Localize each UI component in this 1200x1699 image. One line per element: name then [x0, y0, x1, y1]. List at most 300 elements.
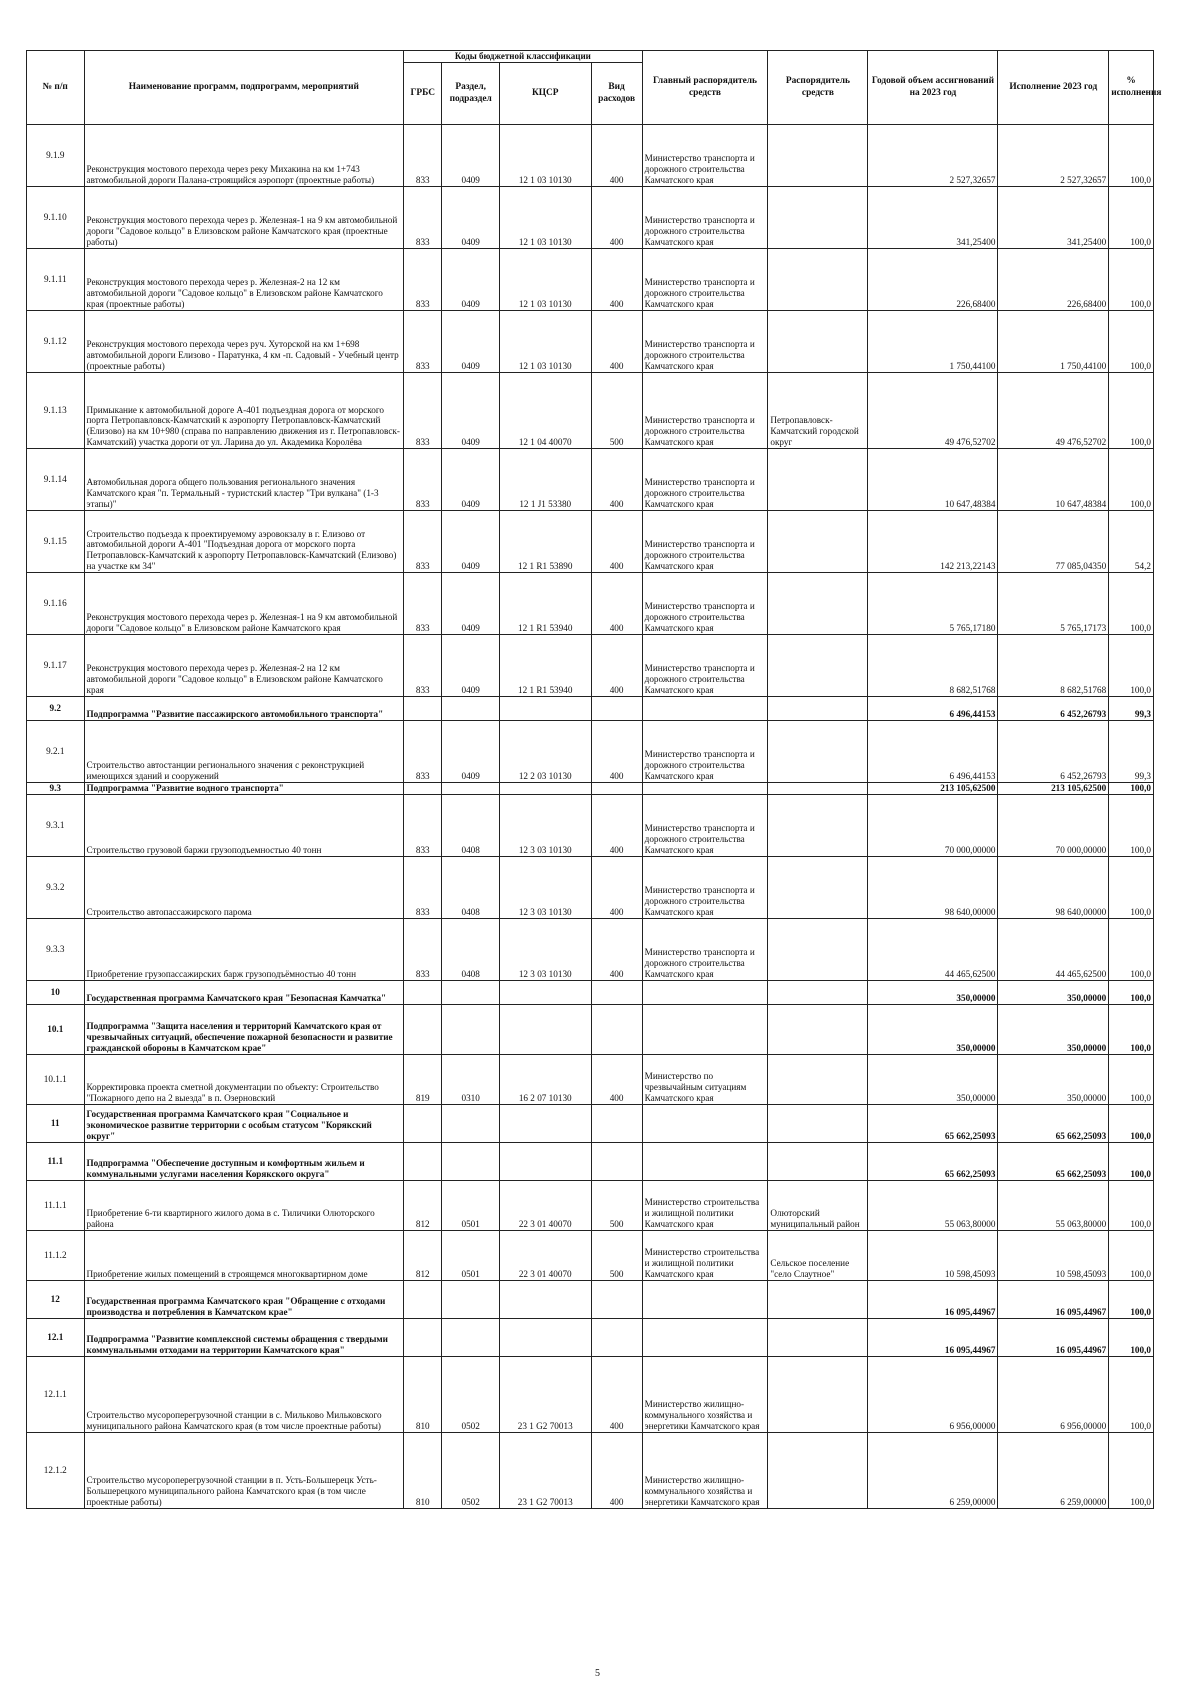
- row-manager: [768, 919, 868, 981]
- row-grbs: 812: [404, 1181, 442, 1231]
- row-name: Реконструкция мостового перехода через р. Железная-2 на 12 км автомобильной дороги "Садовое кольцо" в Елизовском районе Камчатского края (проектные работы): [84, 249, 404, 311]
- row-razdel: 0409: [442, 721, 500, 783]
- row-name: Подпрограмма "Развитие комплексной системы обращения с твердыми коммунальными отходами на территории Камчатского края": [84, 1319, 404, 1357]
- row-kcsr: 22 3 01 40070: [499, 1181, 591, 1231]
- row-exec: 6 452,26793: [998, 697, 1109, 721]
- row-main-manager: Министерство транспорта и дорожного строительства Камчатского края: [642, 249, 768, 311]
- row-number: 9.2: [27, 697, 85, 721]
- row-exec: 341,25400: [998, 187, 1109, 249]
- table-row: [27, 373, 1154, 449]
- row-razdel: [442, 1005, 500, 1055]
- row-pct: 100,0: [1109, 1231, 1154, 1281]
- row-razdel: [442, 1105, 500, 1143]
- row-exec: 6 259,00000: [998, 1433, 1109, 1509]
- row-main-manager: Министерство транспорта и дорожного строительства Камчатского края: [642, 373, 768, 449]
- row-razdel: 0409: [442, 511, 500, 573]
- row-main-manager: [642, 1143, 768, 1181]
- row-manager: [768, 1357, 868, 1433]
- table-row: [27, 1181, 1154, 1231]
- row-razdel: 0501: [442, 1181, 500, 1231]
- row-kcsr: 12 1 R1 53890: [499, 511, 591, 573]
- row-manager: [768, 1055, 868, 1105]
- table-row: [27, 1105, 1154, 1143]
- row-pct: 100,0: [1109, 635, 1154, 697]
- row-manager: Сельское поселение "село Слаутное": [768, 1231, 868, 1281]
- header-disp: Распорядитель средств: [768, 51, 868, 125]
- row-main-manager: Министерство по чрезвычайным ситуациям Камчатского края: [642, 1055, 768, 1105]
- row-pct: 100,0: [1109, 1005, 1154, 1055]
- row-annual: 226,68400: [868, 249, 998, 311]
- row-number: 9.1.16: [27, 573, 85, 635]
- row-main-manager: Министерство строительства и жилищной политики Камчатского края: [642, 1181, 768, 1231]
- row-exec: 70 000,00000: [998, 795, 1109, 857]
- row-annual: 70 000,00000: [868, 795, 998, 857]
- row-vid: 500: [591, 373, 642, 449]
- row-manager: [768, 1281, 868, 1319]
- row-grbs: [404, 697, 442, 721]
- row-vid: 400: [591, 857, 642, 919]
- row-number: 10: [27, 981, 85, 1005]
- row-number: 10.1.1: [27, 1055, 85, 1105]
- row-number: 9.1.9: [27, 125, 85, 187]
- row-razdel: 0501: [442, 1231, 500, 1281]
- row-grbs: 833: [404, 721, 442, 783]
- row-exec: 350,00000: [998, 1005, 1109, 1055]
- row-name: Реконструкция мостового перехода через руч. Хуторской на км 1+698 автомобильной дороги Елизово - Паратунка, 4 км -п. Садовый - Учебный центр (проектные работы): [84, 311, 404, 373]
- table-row: [27, 511, 1154, 573]
- row-vid: 400: [591, 311, 642, 373]
- row-vid: 500: [591, 1181, 642, 1231]
- table-row: [27, 919, 1154, 981]
- row-vid: 400: [591, 1433, 642, 1509]
- row-exec: 65 662,25093: [998, 1143, 1109, 1181]
- row-pct: 99,3: [1109, 697, 1154, 721]
- header-pct: % исполнения: [1109, 51, 1154, 125]
- row-number: 9.3.2: [27, 857, 85, 919]
- row-name: Государственная программа Камчатского края "Безопасная Камчатка": [84, 981, 404, 1005]
- row-name: Подпрограмма "Защита населения и территорий Камчатского края от чрезвычайных ситуаций, обеспечение пожарной безопасности и развитие гражданской обороны в Камчатском крае": [84, 1005, 404, 1055]
- row-main-manager: Министерство строительства и жилищной политики Камчатского края: [642, 1231, 768, 1281]
- row-manager: Петропавловск-Камчатский городской округ: [768, 373, 868, 449]
- row-grbs: 833: [404, 635, 442, 697]
- row-pct: 100,0: [1109, 1143, 1154, 1181]
- row-pct: 100,0: [1109, 795, 1154, 857]
- row-razdel: 0409: [442, 311, 500, 373]
- row-number: 9.1.10: [27, 187, 85, 249]
- row-kcsr: [499, 1005, 591, 1055]
- table-row: [27, 721, 1154, 783]
- table-header: [27, 51, 1162, 125]
- row-vid: 400: [591, 125, 642, 187]
- row-vid: [591, 783, 642, 795]
- row-kcsr: 12 3 03 10130: [499, 919, 591, 981]
- row-main-manager: Министерство транспорта и дорожного строительства Камчатского края: [642, 511, 768, 573]
- row-name: Приобретение грузопассажирских барж грузоподъёмностью 40 тонн: [84, 919, 404, 981]
- row-manager: [768, 311, 868, 373]
- row-kcsr: 22 3 01 40070: [499, 1231, 591, 1281]
- row-vid: 400: [591, 721, 642, 783]
- row-manager: [768, 721, 868, 783]
- row-annual: 55 063,80000: [868, 1181, 998, 1231]
- row-kcsr: 23 1 G2 70013: [499, 1433, 591, 1509]
- row-name: Подпрограмма "Развитие пассажирского автомобильного транспорта": [84, 697, 404, 721]
- row-main-manager: Министерство транспорта и дорожного строительства Камчатского края: [642, 635, 768, 697]
- row-vid: 400: [591, 635, 642, 697]
- row-vid: 500: [591, 1231, 642, 1281]
- row-main-manager: Министерство транспорта и дорожного строительства Камчатского края: [642, 311, 768, 373]
- table-row: [27, 1055, 1154, 1105]
- row-annual: 350,00000: [868, 1005, 998, 1055]
- table-row: [27, 795, 1154, 857]
- row-name: Приобретение 6-ти квартирного жилого дома в с. Тиличики Олюторского района: [84, 1181, 404, 1231]
- row-pct: 100,0: [1109, 1281, 1154, 1319]
- row-manager: [768, 249, 868, 311]
- table-body: [27, 125, 1154, 1509]
- row-name: Строительство автопассажирского парома: [84, 857, 404, 919]
- row-annual: 350,00000: [868, 981, 998, 1005]
- row-annual: 1 750,44100: [868, 311, 998, 373]
- row-razdel: 0310: [442, 1055, 500, 1105]
- row-grbs: 833: [404, 187, 442, 249]
- row-manager: [768, 635, 868, 697]
- row-name: Реконструкция мостового перехода через реку Михакина на км 1+743 автомобильной дороги Палана-строящийся аэропорт (проектные работы): [84, 125, 404, 187]
- row-grbs: [404, 1143, 442, 1181]
- row-manager: [768, 573, 868, 635]
- table-row: [27, 1143, 1154, 1181]
- row-name: Строительство мусороперегрузочной станции в п. Усть-Большерецк Усть-Большерецкого муниципального района Камчатского края (в том числе проектные работы): [84, 1433, 404, 1509]
- row-kcsr: [499, 981, 591, 1005]
- row-annual: 8 682,51768: [868, 635, 998, 697]
- row-name: Примыкание к автомобильной дороге А-401 подъездная дорога от морского порта Петропавловск-Камчатский к аэропорту Петропавловск-Камчатский (Елизово) на км 10+980 (справа по направлению движения из г. Петропавловск-Камчатский) участка дороги от ул. Ларина до ул. Академика Королёва: [84, 373, 404, 449]
- row-annual: 10 647,48384: [868, 449, 998, 511]
- row-name: Корректировка проекта сметной документации по объекту: Строительство "Пожарного депо на 2 выезда" в п. Озерновский: [84, 1055, 404, 1105]
- row-razdel: 0502: [442, 1357, 500, 1433]
- row-name: Государственная программа Камчатского края "Социальное и экономическое развитие территории с особым статусом "Корякский округ": [84, 1105, 404, 1143]
- row-kcsr: [499, 697, 591, 721]
- row-name: Реконструкция мостового перехода через р. Железная-1 на 9 км автомобильной дороги "Садовое кольцо" в Елизовском районе Камчатского края (проектные работы): [84, 187, 404, 249]
- row-annual: 5 765,17180: [868, 573, 998, 635]
- row-grbs: 833: [404, 449, 442, 511]
- row-grbs: [404, 1105, 442, 1143]
- row-kcsr: 12 2 03 10130: [499, 721, 591, 783]
- row-razdel: 0409: [442, 125, 500, 187]
- row-annual: 44 465,62500: [868, 919, 998, 981]
- row-kcsr: [499, 1143, 591, 1181]
- row-razdel: 0409: [442, 449, 500, 511]
- table-row: [27, 1231, 1154, 1281]
- header-num: № п/п: [27, 51, 85, 125]
- row-vid: [591, 1281, 642, 1319]
- page-number: 5: [595, 1668, 600, 1679]
- row-pct: 100,0: [1109, 857, 1154, 919]
- row-number: 9.1.12: [27, 311, 85, 373]
- row-number: 12: [27, 1281, 85, 1319]
- row-vid: [591, 697, 642, 721]
- row-kcsr: 12 1 03 10130: [499, 311, 591, 373]
- row-number: 9.2.1: [27, 721, 85, 783]
- row-razdel: 0409: [442, 187, 500, 249]
- row-pct: 99,3: [1109, 721, 1154, 783]
- table-row: [27, 783, 1154, 795]
- row-main-manager: [642, 1005, 768, 1055]
- row-pct: 100,0: [1109, 187, 1154, 249]
- row-vid: 400: [591, 449, 642, 511]
- row-manager: Олюторский муниципальный район: [768, 1181, 868, 1231]
- row-razdel: [442, 1281, 500, 1319]
- row-exec: 350,00000: [998, 1055, 1109, 1105]
- header-main: Главный распорядитель средств: [642, 51, 768, 125]
- row-number: 10.1: [27, 1005, 85, 1055]
- row-vid: 400: [591, 249, 642, 311]
- row-grbs: 833: [404, 511, 442, 573]
- row-main-manager: Министерство транспорта и дорожного строительства Камчатского края: [642, 125, 768, 187]
- row-grbs: [404, 1005, 442, 1055]
- row-grbs: 833: [404, 249, 442, 311]
- row-number: 11.1: [27, 1143, 85, 1181]
- row-annual: 65 662,25093: [868, 1105, 998, 1143]
- row-kcsr: 12 3 03 10130: [499, 857, 591, 919]
- row-number: 11.1.1: [27, 1181, 85, 1231]
- row-pct: 100,0: [1109, 573, 1154, 635]
- row-annual: 350,00000: [868, 1055, 998, 1105]
- row-razdel: [442, 783, 500, 795]
- row-manager: [768, 511, 868, 573]
- row-number: 9.1.17: [27, 635, 85, 697]
- row-exec: 44 465,62500: [998, 919, 1109, 981]
- row-manager: [768, 795, 868, 857]
- header-codes-group: Коды бюджетной классификации: [404, 51, 643, 63]
- row-kcsr: 12 1 R1 53940: [499, 635, 591, 697]
- budget-table-sheet: [26, 50, 1162, 1509]
- row-manager: [768, 981, 868, 1005]
- row-grbs: [404, 1281, 442, 1319]
- row-grbs: 833: [404, 311, 442, 373]
- row-pct: 100,0: [1109, 1433, 1154, 1509]
- row-number: 9.3: [27, 783, 85, 795]
- row-main-manager: [642, 1105, 768, 1143]
- row-grbs: 833: [404, 857, 442, 919]
- row-pct: 100,0: [1109, 1105, 1154, 1143]
- row-manager: [768, 1005, 868, 1055]
- row-annual: 16 095,44967: [868, 1319, 998, 1357]
- table-row: [27, 1433, 1154, 1509]
- row-kcsr: [499, 1105, 591, 1143]
- row-vid: [591, 1319, 642, 1357]
- row-name: Реконструкция мостового перехода через р. Железная-1 на 9 км автомобильной дороги "Садовое кольцо" в Елизовском районе Камчатского края: [84, 573, 404, 635]
- row-pct: 100,0: [1109, 1357, 1154, 1433]
- row-grbs: 833: [404, 795, 442, 857]
- row-main-manager: [642, 981, 768, 1005]
- row-kcsr: 12 1 03 10130: [499, 125, 591, 187]
- header-vid: Вид расходов: [591, 63, 642, 125]
- header-exec: Исполнение 2023 год: [998, 51, 1109, 125]
- row-exec: 213 105,62500: [998, 783, 1109, 795]
- row-kcsr: 12 3 03 10130: [499, 795, 591, 857]
- row-grbs: [404, 1319, 442, 1357]
- table-row: [27, 449, 1154, 511]
- row-razdel: [442, 1143, 500, 1181]
- row-vid: 400: [591, 795, 642, 857]
- row-exec: 10 598,45093: [998, 1231, 1109, 1281]
- table-row: [27, 187, 1154, 249]
- row-exec: 10 647,48384: [998, 449, 1109, 511]
- row-manager: [768, 1143, 868, 1181]
- row-annual: 6 259,00000: [868, 1433, 998, 1509]
- row-grbs: 833: [404, 373, 442, 449]
- row-main-manager: [642, 1319, 768, 1357]
- row-annual: 2 527,32657: [868, 125, 998, 187]
- row-vid: 400: [591, 187, 642, 249]
- row-manager: [768, 125, 868, 187]
- header-grbs: ГРБС: [404, 63, 442, 125]
- row-grbs: 833: [404, 125, 442, 187]
- row-manager: [768, 1319, 868, 1357]
- row-manager: [768, 857, 868, 919]
- row-kcsr: [499, 1319, 591, 1357]
- row-pct: 54,2: [1109, 511, 1154, 573]
- row-pct: 100,0: [1109, 981, 1154, 1005]
- row-main-manager: Министерство транспорта и дорожного строительства Камчатского края: [642, 573, 768, 635]
- row-manager: [768, 1105, 868, 1143]
- row-manager: [768, 783, 868, 795]
- row-annual: 16 095,44967: [868, 1281, 998, 1319]
- row-name: Строительство мусороперегрузочной станции в с. Мильково Мильковского муниципального района Камчатского края (в том числе проектные работы): [84, 1357, 404, 1433]
- row-manager: [768, 449, 868, 511]
- row-grbs: [404, 981, 442, 1005]
- row-number: 9.3.1: [27, 795, 85, 857]
- row-razdel: 0409: [442, 573, 500, 635]
- row-razdel: 0408: [442, 919, 500, 981]
- row-main-manager: [642, 783, 768, 795]
- row-annual: 6 956,00000: [868, 1357, 998, 1433]
- row-razdel: 0502: [442, 1433, 500, 1509]
- row-razdel: 0408: [442, 857, 500, 919]
- row-pct: 100,0: [1109, 125, 1154, 187]
- row-kcsr: 12 1 03 10130: [499, 187, 591, 249]
- row-manager: [768, 187, 868, 249]
- row-exec: 77 085,04350: [998, 511, 1109, 573]
- row-annual: 98 640,00000: [868, 857, 998, 919]
- table-row: [27, 573, 1154, 635]
- row-exec: 1 750,44100: [998, 311, 1109, 373]
- row-vid: 400: [591, 1357, 642, 1433]
- row-grbs: [404, 783, 442, 795]
- row-exec: 350,00000: [998, 981, 1109, 1005]
- row-name: Строительство грузовой баржи грузоподъемностью 40 тонн: [84, 795, 404, 857]
- row-vid: [591, 1105, 642, 1143]
- row-vid: 400: [591, 511, 642, 573]
- table-row: [27, 311, 1154, 373]
- row-annual: 49 476,52702: [868, 373, 998, 449]
- row-annual: 6 496,44153: [868, 721, 998, 783]
- row-razdel: 0409: [442, 249, 500, 311]
- row-grbs: 812: [404, 1231, 442, 1281]
- row-number: 9.1.13: [27, 373, 85, 449]
- table-row: [27, 1319, 1154, 1357]
- row-name: Автомобильная дорога общего пользования регионального значения Камчатского края "п. Термальный - туристский кластер "Три вулкана" (1-3 этапы)": [84, 449, 404, 511]
- row-razdel: [442, 1319, 500, 1357]
- table-row: [27, 981, 1154, 1005]
- row-name: Строительство подъезда к проектируемому аэровокзалу в г. Елизово от автомобильной дороги А-401 "Подъездная дорога от морского порта Петропавловск-Камчатский к аэропорту Петропавловск-Камчатский (Елизово) на участке км 34": [84, 511, 404, 573]
- table-row: [27, 1005, 1154, 1055]
- header-name: Наименование программ, подпрограмм, мероприятий: [84, 51, 404, 125]
- row-name: Приобретение жилых помещений в строящемся многоквартирном доме: [84, 1231, 404, 1281]
- table-row: [27, 857, 1154, 919]
- row-razdel: [442, 981, 500, 1005]
- budget-table: [26, 50, 1162, 1509]
- row-exec: 5 765,17173: [998, 573, 1109, 635]
- row-pct: 100,0: [1109, 249, 1154, 311]
- row-annual: 341,25400: [868, 187, 998, 249]
- row-kcsr: 12 1 J1 53380: [499, 449, 591, 511]
- table-row: [27, 249, 1154, 311]
- row-name: Государственная программа Камчатского края "Обращение с отходами производства и потребления в Камчатском крае": [84, 1281, 404, 1319]
- table-row: [27, 125, 1154, 187]
- header-kcsr: КЦСР: [499, 63, 591, 125]
- row-annual: 65 662,25093: [868, 1143, 998, 1181]
- header-annual: Годовой объем ассигнований на 2023 год: [868, 51, 998, 125]
- row-grbs: 810: [404, 1357, 442, 1433]
- row-grbs: 833: [404, 573, 442, 635]
- row-kcsr: 23 1 G2 70013: [499, 1357, 591, 1433]
- row-annual: 10 598,45093: [868, 1231, 998, 1281]
- row-pct: 100,0: [1109, 449, 1154, 511]
- row-vid: 400: [591, 1055, 642, 1105]
- row-razdel: [442, 697, 500, 721]
- row-kcsr: 12 1 04 40070: [499, 373, 591, 449]
- row-grbs: 819: [404, 1055, 442, 1105]
- row-name: Подпрограмма "Обеспечение доступным и комфортным жильем и коммунальными услугами населения Корякского округа": [84, 1143, 404, 1181]
- row-annual: 6 496,44153: [868, 697, 998, 721]
- row-vid: 400: [591, 573, 642, 635]
- row-number: 9.1.14: [27, 449, 85, 511]
- table-row: [27, 1281, 1154, 1319]
- row-manager: [768, 1433, 868, 1509]
- row-number: 11.1.2: [27, 1231, 85, 1281]
- row-pct: 100,0: [1109, 919, 1154, 981]
- row-main-manager: Министерство транспорта и дорожного строительства Камчатского края: [642, 449, 768, 511]
- row-exec: 16 095,44967: [998, 1281, 1109, 1319]
- row-exec: 6 452,26793: [998, 721, 1109, 783]
- row-pct: 100,0: [1109, 1319, 1154, 1357]
- row-exec: 16 095,44967: [998, 1319, 1109, 1357]
- row-name: Подпрограмма "Развитие водного транспорта": [84, 783, 404, 795]
- row-exec: 8 682,51768: [998, 635, 1109, 697]
- row-grbs: 833: [404, 919, 442, 981]
- row-exec: 49 476,52702: [998, 373, 1109, 449]
- row-name: Строительство автостанции регионального значения с реконструкцией имеющихся зданий и сооружений: [84, 721, 404, 783]
- row-number: 9.1.15: [27, 511, 85, 573]
- row-number: 12.1: [27, 1319, 85, 1357]
- row-number: 12.1.2: [27, 1433, 85, 1509]
- row-main-manager: Министерство жилищно-коммунального хозяйства и энергетики Камчатского края: [642, 1433, 768, 1509]
- row-kcsr: 12 1 03 10130: [499, 249, 591, 311]
- row-main-manager: Министерство транспорта и дорожного строительства Камчатского края: [642, 795, 768, 857]
- row-main-manager: Министерство транспорта и дорожного строительства Камчатского края: [642, 857, 768, 919]
- row-number: 11: [27, 1105, 85, 1143]
- row-pct: 100,0: [1109, 783, 1154, 795]
- row-main-manager: [642, 697, 768, 721]
- row-vid: [591, 1005, 642, 1055]
- row-main-manager: [642, 1281, 768, 1319]
- row-razdel: 0409: [442, 635, 500, 697]
- row-main-manager: Министерство транспорта и дорожного строительства Камчатского края: [642, 721, 768, 783]
- row-annual: 213 105,62500: [868, 783, 998, 795]
- row-exec: 55 063,80000: [998, 1181, 1109, 1231]
- row-exec: 98 640,00000: [998, 857, 1109, 919]
- row-number: 9.3.3: [27, 919, 85, 981]
- row-vid: [591, 981, 642, 1005]
